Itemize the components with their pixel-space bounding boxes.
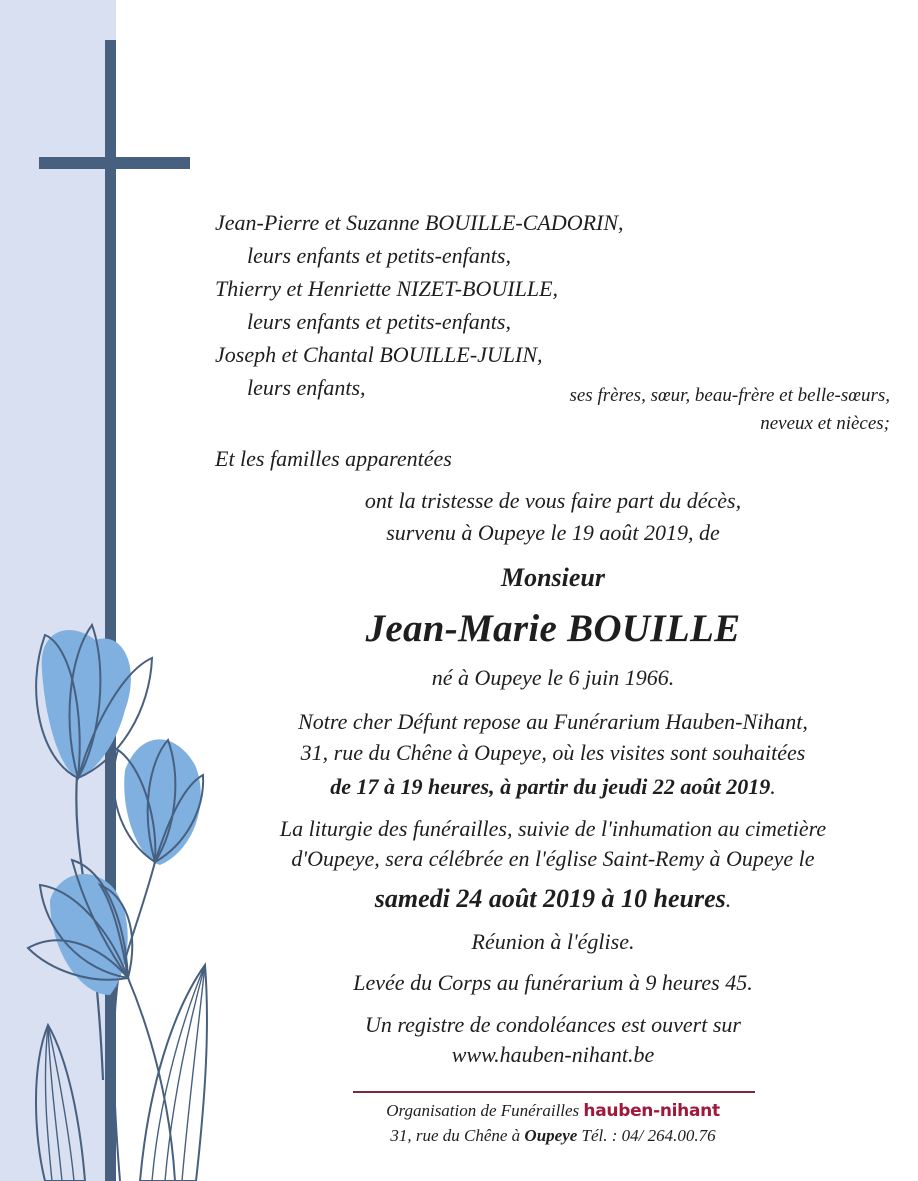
registry-line-1: Un registre de condoléances est ouvert sur bbox=[365, 1012, 741, 1037]
visitation-line-1: Notre cher Défunt repose au Funérarium Hauben-Nihant, bbox=[298, 709, 808, 734]
address-city: Oupeye bbox=[524, 1126, 578, 1145]
registry-url: www.hauben-nihant.be bbox=[451, 1042, 655, 1067]
related-families: Et les familles apparentées bbox=[215, 446, 452, 471]
liturgy-date bbox=[200, 883, 906, 915]
family-line-1: Jean-Pierre et Suzanne BOUILLE-CADORIN, bbox=[215, 210, 624, 235]
footer-organisation bbox=[200, 1098, 906, 1124]
family-line-6: leurs enfants, bbox=[247, 375, 366, 400]
birth-info: né à Oupeye le 6 juin 1966. bbox=[431, 665, 675, 690]
liturgy-date-bold: samedi 24 août 2019 à 10 heures bbox=[374, 884, 726, 913]
announcement-line-2: survenu à Oupeye le 19 août 2019, de bbox=[386, 520, 720, 545]
liturgy-date-end: . bbox=[725, 887, 732, 912]
family-line-2: leurs enfants et petits-enfants, bbox=[247, 243, 511, 268]
visitation-hours-bold: de 17 à 19 heures, à partir du jeudi 22 août 2019 bbox=[330, 774, 771, 799]
phone-number: Tél. : 04/ 264.00.76 bbox=[581, 1126, 716, 1145]
siblings-line-2: neveux et nièces; bbox=[760, 413, 890, 434]
cross-horizontal-bar bbox=[39, 157, 190, 169]
family-line-3: Thierry et Henriette NIZET-BOUILLE, bbox=[215, 276, 559, 301]
family-line-4: leurs enfants et petits-enfants, bbox=[247, 309, 511, 334]
family-line-5: Joseph et Chantal BOUILLE-JULIN, bbox=[215, 342, 543, 367]
liturgy-line-2: d'Oupeye, sera célébrée en l'église Saint-Remy à Oupeye le bbox=[291, 846, 815, 871]
stem-2 bbox=[125, 862, 155, 960]
visitation-hours bbox=[200, 771, 906, 802]
footer-divider bbox=[353, 1091, 755, 1093]
reunion-info: Réunion à l'église. bbox=[471, 929, 635, 954]
deceased-title: Monsieur bbox=[500, 563, 606, 592]
levee-info: Levée du Corps au funérarium à 9 heures 45. bbox=[353, 970, 753, 995]
visitation-line-2: 31, rue du Chêne à Oupeye, où les visites sont souhaitées bbox=[300, 740, 806, 765]
siblings-text bbox=[569, 382, 890, 438]
stem-4 bbox=[114, 980, 120, 1181]
brand-logo: hauben-nihant bbox=[583, 1101, 720, 1121]
deceased-name: Jean-Marie BOUILLE bbox=[365, 607, 741, 650]
leaf-left bbox=[36, 1025, 85, 1181]
visitation-hours-end: . bbox=[770, 774, 776, 799]
siblings-line-1: ses frères, sœur, beau-frère et belle-sœurs, bbox=[569, 385, 890, 406]
organisation-label: Organisation de Funérailles bbox=[386, 1101, 580, 1120]
address-prefix: 31, rue du Chêne à bbox=[390, 1126, 521, 1145]
announcement-line-1: ont la tristesse de vous faire part du décès, bbox=[364, 488, 742, 513]
liturgy-line-1: La liturgie des funérailles, suivie de l'inhumation au cimetière bbox=[279, 816, 827, 841]
family-list bbox=[215, 206, 624, 404]
footer-address bbox=[200, 1123, 906, 1149]
